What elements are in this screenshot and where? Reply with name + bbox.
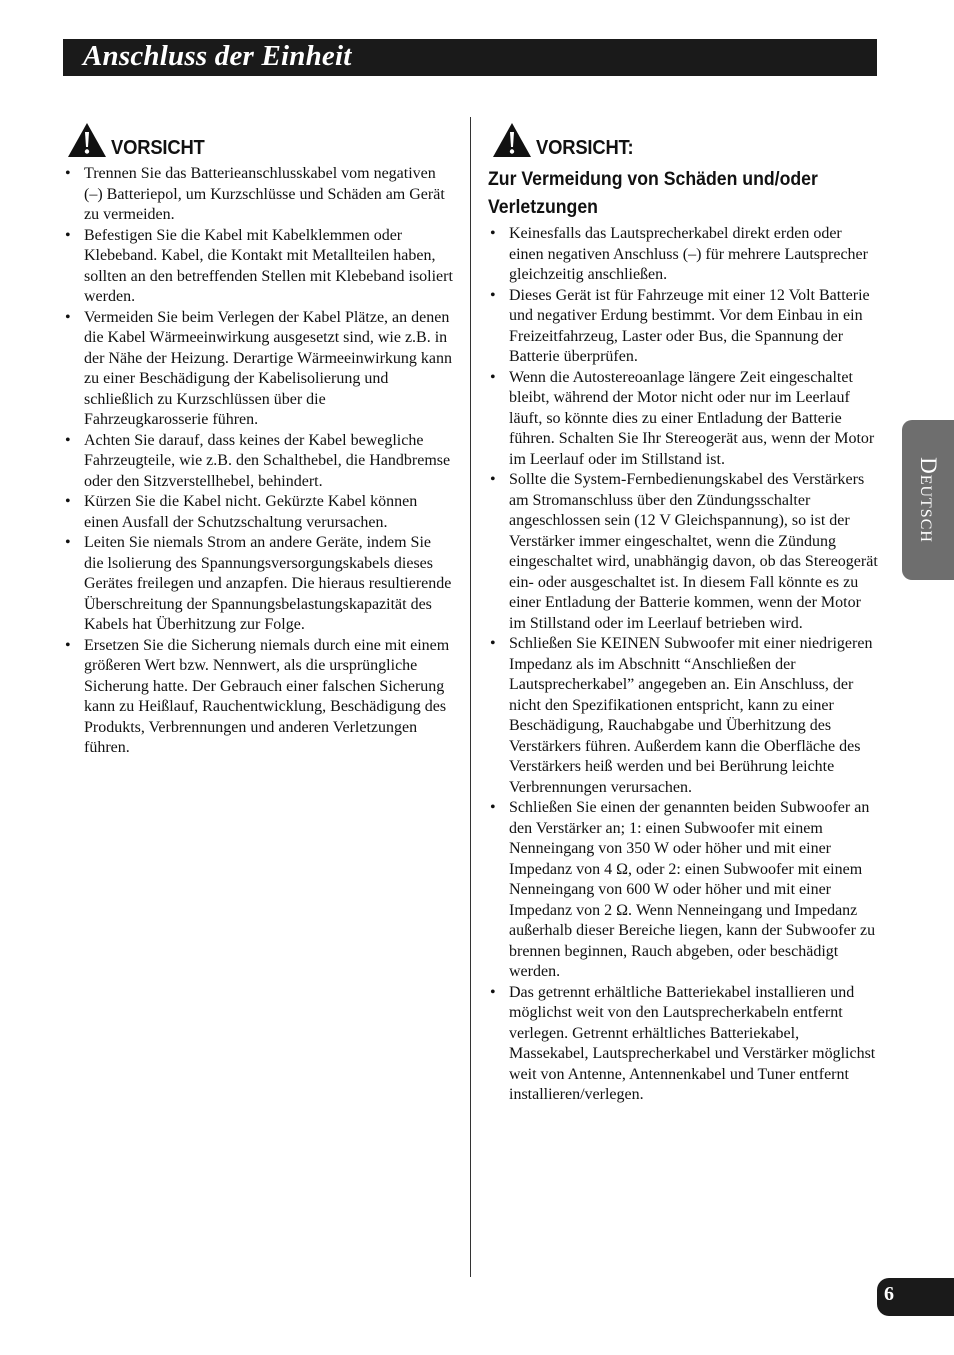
section-subheading: Zur Vermeidung von Schäden und/oder Verletzungen (488, 169, 818, 218)
right-column (488, 120, 880, 1106)
list-item: • Das getrennt erhältliche Batteriekabel installieren und möglichst weit von den Lautsprecherkabeln entfernt verlegen. Getrennt erhältliches Batteriekabel, Massekabel, Lautsprecherkabel und Verstärker möglichst weit von Antenne, Antennenkabel und Tuner entfernt installieren/verlegen. (488, 983, 880, 1106)
list-item: • Keinesfalls das Lautsprecherkabel direkt erden oder einen negativen Anschluss (–) für mehrere Lautsprecher gleichzeitig anschließen. (488, 224, 880, 286)
page-number: 6 (884, 1283, 894, 1305)
list-item: • Schließen Sie KEINEN Subwoofer mit einer niedrigeren Impedanz als im Abschnitt “Anschließen der Lautsprecherkabel” angegeben an. Ein Anschluss, der nicht den Spezifikationen entspricht, kann zu einer Beschädigung, Rauchabgabe und Überhitzung des Verstärkers führen. Außerdem kann die Oberfläche des Verstärkers heiß werden und bei Berührung leichte Verbrennungen verursachen. (488, 634, 880, 798)
list-item: • Dieses Gerät ist für Fahrzeuge mit einer 12 Volt Batterie und negativer Erdung bestimmt. Vor dem Einbau in ein Freizeitfahrzeug, Laster oder Bus, die Spannung der Batterie überprüfen. (488, 286, 880, 368)
list-item: • Befestigen Sie die Kabel mit Kabelklemmen oder Klebeband. Kabel, die Kontakt mit Metallteilen haben, sollten an den betreffenden Stellen mit Klebeband isoliert werden. (63, 226, 453, 308)
list-item: • Achten Sie darauf, dass keines der Kabel bewegliche Fahrzeugteile, wie z.B. den Schalthebel, die Handbremse oder den Sitzverstellhebel, behindert. (63, 431, 453, 493)
caution-heading-left (63, 120, 453, 164)
warning-triangle-icon (67, 122, 107, 158)
caution-label-left: VORSICHT (111, 137, 205, 159)
list-item: • Vermeiden Sie beim Verlegen der Kabel Plätze, an denen die Kabel Wärmeeinwirkung ausgesetzt sind, wie z.B. in der Nähe der Heizung. Derartige Wärmeeinwirkung kann zu einer Beschädigung der Kabelisolierung und schließlich zu Kurzschlüssen über die Fahrzeugkarosserie führen. (63, 308, 453, 431)
list-item: • Schließen Sie einen der genannten beiden Subwoofer an den Verstärker an; 1: einen Subwoofer mit einem Nenneingang von 350 W oder höher und mit einer Impedanz von 4 Ω, oder 2: einen Subwoofer mit einem Nenneingang von 600 W oder höher und mit einer Impedanz von 2 Ω. Wenn Nenneingang und Impedanz außerhalb dieser Bereiche liegen, kann der Subwoofer zu brennen beginnen, Rauch abgeben, oder beschädigt werden. (488, 798, 880, 983)
warning-triangle-icon (492, 122, 532, 158)
list-item: • Kürzen Sie die Kabel nicht. Gekürzte Kabel können einen Ausfall der Schutzschaltung verursachen. (63, 492, 453, 533)
caution-heading-right (488, 120, 880, 164)
title-bar (63, 39, 877, 76)
list-item: • Trennen Sie das Batterieanschlusskabel vom negativen (–) Batteriepol, um Kurzschlüsse und Schäden am Gerät zu vermeiden. (63, 164, 453, 226)
left-bullet-list (63, 164, 453, 759)
language-tab-label: Deutsch (916, 457, 941, 543)
caution-label-right: VORSICHT: (536, 137, 634, 159)
list-item: • Leiten Sie niemals Strom an andere Geräte, indem Sie die lsolierung des Spannungsversorgungskabels dieses Gerätes freilegen und anzapfen. Die hieraus resultierende Überschreitung der Spannungsbelastungskapazität des Kabels hat Überhitzung zur Folge. (63, 533, 453, 636)
language-tab (902, 420, 954, 580)
list-item: • Ersetzen Sie die Sicherung niemals durch eine mit einem größeren Wert bzw. Nennwert, als die ursprüngliche Sicherung hatte. Der Gebrauch einer falschen Sicherung kann zu Heißlauf, Rauchentwicklung, Beschädigung des Produkts, Verbrennungen und anderen Verletzungen führen. (63, 636, 453, 759)
right-bullet-list (488, 224, 880, 1106)
page-title: Anschluss der Einheit (83, 40, 352, 72)
left-column (63, 120, 453, 759)
list-item: • Wenn die Autostereoanlage längere Zeit eingeschaltet bleibt, während der Motor nicht oder nur im Leerlauf läuft, so könnte dies zu einer Entladung der Batterie führen. Schalten Sie Ihr Stereogerät aus, wenn der Motor im Leerlauf oder im Stillstand ist. (488, 368, 880, 471)
column-divider (470, 117, 471, 1277)
page-number-badge (877, 1278, 954, 1316)
list-item: • Sollte die System-Fernbedienungskabel des Verstärkers am Stromanschluss über den Zündungsschalter angeschlossen sein (12 V Gleichspannung), so ist der Verstärker immer eingeschaltet, wenn die Zündung eingeschaltet wird, unabhängig davon, ob das Stereogerät ein- oder ausgeschaltet ist. In diesem Fall könnte es zu einer Entladung der Batterie kommen, wenn der Motor im Stillstand oder im Leerlauf betrieben wird. (488, 470, 880, 634)
